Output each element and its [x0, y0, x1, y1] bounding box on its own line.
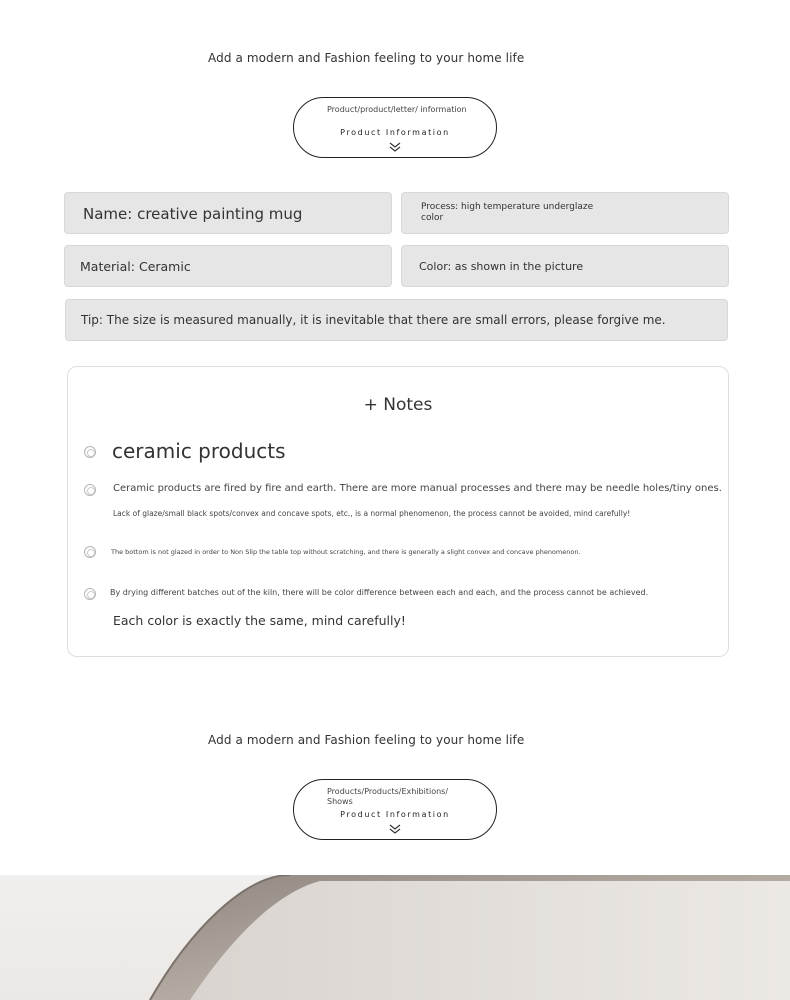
spec-color-box	[401, 245, 729, 287]
spec-tip: Tip: The size is measured manually, it is inevitable that there are small errors, please forgive me.	[81, 313, 666, 327]
ring-bullet-icon	[84, 446, 96, 458]
section-tagline: Add a modern and Fashion feeling to your home life	[208, 51, 525, 65]
spec-material-box	[64, 245, 392, 287]
spec-process-box	[401, 192, 729, 234]
notes-line-2: Lack of glaze/small black spots/convex and concave spots, etc., is a normal phenomenon, the process cannot be avoided, mind carefully!	[113, 509, 631, 518]
notes-line-4: By drying different batches out of the kiln, there will be color difference between each and each, and the process cannot be achieved.	[110, 588, 649, 597]
ring-bullet-icon	[84, 546, 96, 558]
notes-heading: ceramic products	[112, 439, 286, 463]
spec-name-box	[64, 192, 392, 234]
badge-title: Product Information	[340, 128, 450, 137]
spec-name: Name: creative painting mug	[83, 205, 303, 223]
spec-tip-box	[65, 299, 728, 341]
notes-card	[67, 366, 729, 657]
notes-title: + Notes	[363, 395, 433, 415]
ring-bullet-icon	[84, 484, 96, 496]
badge-title-2: Product Information	[340, 810, 450, 819]
spec-material: Material: Ceramic	[80, 259, 191, 274]
spec-color: Color: as shown in the picture	[419, 260, 584, 273]
ring-bullet-icon	[84, 588, 96, 600]
product-information-badge	[293, 97, 497, 158]
double-chevron-down-icon	[388, 141, 402, 153]
notes-line-5: Each color is exactly the same, mind carefully!	[113, 613, 406, 628]
notes-line-3: The bottom is not glazed in order to Non Slip the table top without scratching, and there is generally a slight convex and concave phenomenon.	[111, 548, 581, 556]
double-chevron-down-icon	[388, 823, 402, 835]
mug-photo-graphic	[0, 875, 790, 1000]
product-photo	[0, 875, 790, 1000]
product-information-badge-2	[293, 779, 497, 840]
badge-subtitle: Product/product/letter/ information	[327, 105, 467, 114]
notes-line-1: Ceramic products are fired by fire and earth. There are more manual processes and there may be needle holes/tiny ones.	[113, 483, 722, 494]
section-tagline-2: Add a modern and Fashion feeling to your home life	[208, 733, 525, 747]
badge-subtitle-2: Products/Products/Exhibitions/ Shows	[327, 787, 449, 806]
spec-process: Process: high temperature underglaze color	[421, 202, 594, 223]
